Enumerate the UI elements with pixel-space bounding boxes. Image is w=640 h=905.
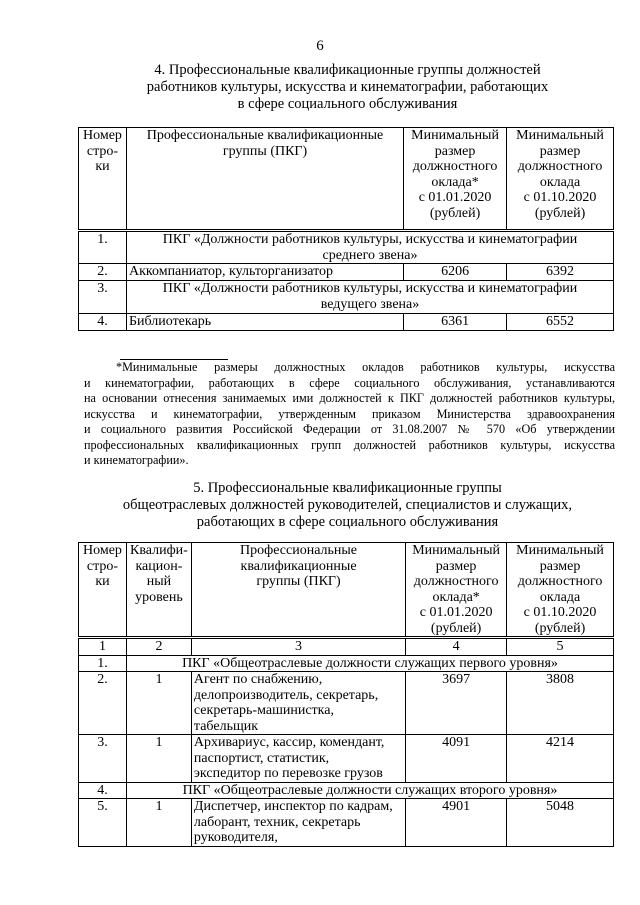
salary-value: 4091 [406,735,507,783]
header-min-salary-oct: Минимальный размер должностного оклада с 01.10.2020 (рублей) [507,128,614,231]
salary-value: 6361 [404,314,507,331]
header-pkg: Профессиональные квалификационные группы (ПКГ) [191,543,405,638]
position-names: Диспетчер, инспектор по кадрам, лаборант, техник, секретарь руководителя, [191,799,405,847]
footnote [84,360,615,469]
position-name: Библиотекарь [126,314,403,331]
title-line: в сфере социального обслуживания [237,96,458,112]
section-5-table [78,542,614,847]
salary-value: 4214 [507,735,614,783]
title-line: 4. Профессиональные квалификационные группы должностей [154,62,541,78]
group-title: ПКГ «Общеотраслевые должности служащих первого уровня» [126,655,613,672]
table-row [79,672,614,735]
row-number: 1. [79,231,127,264]
position-name: Аккомпаниатор, культорганизатор [126,264,403,281]
page-number: 6 [316,38,324,54]
table-header-row [79,128,614,231]
header-min-salary-oct: Минимальный размер должностного оклада с 01.10.2020 (рублей) [507,543,614,638]
group-title: ПКГ «Общеотраслевые должности служащих второго уровня» [126,782,613,799]
header-min-salary-jan: Минимальный размер должностного оклада* с 01.01.2020 (рублей) [406,543,507,638]
header-qualification-level: Квалифи- кацион- ный уровень [126,543,191,638]
table-row [79,264,614,281]
column-number: 1 [79,638,127,656]
header-min-salary-jan: Минимальный размер должностного оклада* с 01.01.2020 (рублей) [404,128,507,231]
row-number: 1. [79,655,127,672]
footnote-line: *Минимальные размеры должностных окладов работников культуры, искусства [116,360,615,374]
footnote-line: и кинематографии». [84,453,189,467]
footnote-line: на основании отнесения занимаемых ими должностей к ПКГ должностей работников культуры, [84,391,615,405]
table-row [79,314,614,331]
table-header-row [79,543,614,638]
table-row [79,799,614,847]
row-number: 4. [79,314,127,331]
header-pkg: Профессиональные квалификационные группы (ПКГ) [126,128,403,231]
section-5-title [80,480,615,531]
column-number: 5 [507,638,614,656]
qualification-level: 1 [126,799,191,847]
salary-value: 6392 [507,264,614,281]
table-row [79,782,614,799]
section-4-title [80,62,615,113]
section-4-table [78,127,614,331]
table-row [79,231,614,264]
header-row-number: Номер стро- ки [79,543,127,638]
group-title: ПКГ «Должности работников культуры, искусства и кинематографии среднего звена» [126,231,613,264]
title-line: 5. Профессиональные квалификационные группы [193,480,502,496]
salary-value: 4901 [406,799,507,847]
row-number: 5. [79,799,127,847]
group-title: ПКГ «Должности работников культуры, искусства и кинематографии ведущего звена» [126,281,613,314]
title-line: работающих в сфере социального обслуживания [196,514,499,530]
salary-value: 3697 [406,672,507,735]
salary-value: 6552 [507,314,614,331]
qualification-level: 1 [126,672,191,735]
header-row-number: Номер стро- ки [79,128,127,231]
title-line: работников культуры, искусства и кинематографии, работающих [146,79,549,95]
salary-value: 6206 [404,264,507,281]
position-names: Архивариус, кассир, комендант, паспортист, статистик, экспедитор по перевозке грузов [191,735,405,783]
table-row [79,735,614,783]
salary-value: 5048 [507,799,614,847]
table-row [79,281,614,314]
footnote-line: и кинематографии, работающих в сфере социального обслуживания, устанавливаются [84,375,615,390]
row-number: 4. [79,782,127,799]
footnote-line: и социального развития Российской Федерации от 31.08.2007 № 570 «Об утверждении [84,422,615,436]
position-names: Агент по снабжению, делопроизводитель, секретарь, секретарь-машинистка, табельщик [191,672,405,735]
footnote-line: профессиональных квалификационных групп должностей работников культуры, искусства [84,437,615,452]
column-number: 4 [406,638,507,656]
footnote-line: искусства и кинематографии, утвержденным приказом Министерства здравоохранения [84,406,615,421]
qualification-level: 1 [126,735,191,783]
row-number: 2. [79,672,127,735]
row-number: 2. [79,264,127,281]
salary-value: 3808 [507,672,614,735]
row-number: 3. [79,735,127,783]
column-number: 3 [191,638,405,656]
table-row [79,655,614,672]
column-number: 2 [126,638,191,656]
column-numbers-row [79,638,614,656]
row-number: 3. [79,281,127,314]
title-line: общеотраслевых должностей руководителей, специалистов и служащих, [122,497,573,513]
